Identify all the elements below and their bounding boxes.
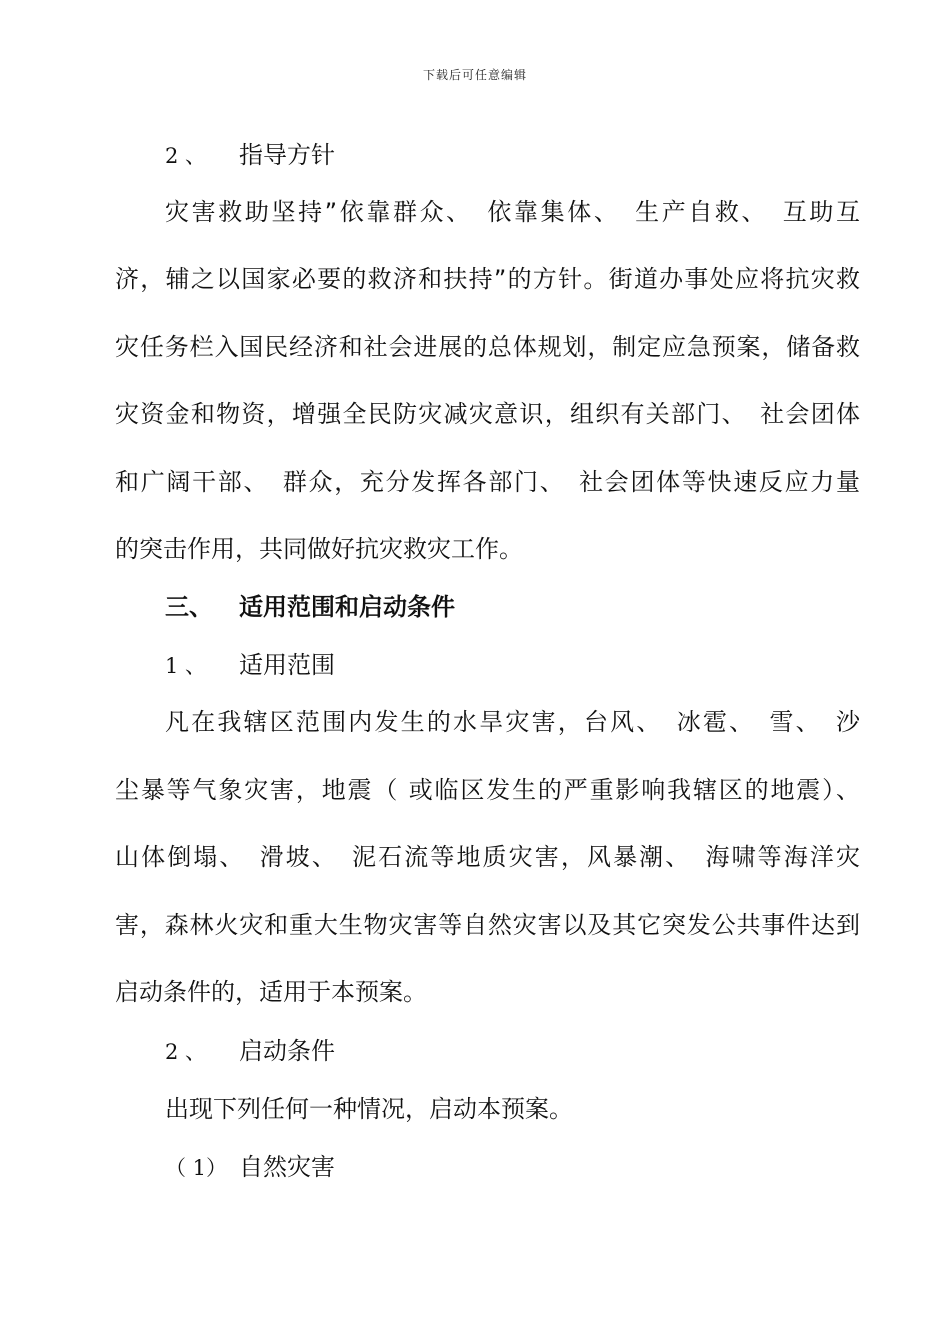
paragraph-line: 出现下列任何一种情况，启动本预案。 [165,1095,573,1123]
subsection-heading [165,1151,860,1184]
heading-number: （ 1） [165,1156,228,1180]
paragraph-line: 灾资金和物资，增强全民防灾减灾意识，组织有关部门、 社会团体 [115,400,860,428]
section-heading [165,649,860,682]
heading-text: 适用范围和启动条件 [239,593,455,621]
paragraph-line: 的突击作用，共同做好抗灾救灾工作。 [115,535,523,563]
section-heading [165,139,860,172]
paragraph-line: 灾任务栏入国民经济和社会进展的总体规划，制定应急预案，储备救 [115,333,860,361]
chapter-heading [165,591,860,623]
heading-number: 2 、 [165,1040,207,1064]
heading-number: 2 、 [165,144,207,168]
heading-text: 指导方针 [239,141,335,169]
heading-text: 自然灾害 [239,1153,335,1181]
paragraph-line: 凡在我辖区范围内发生的水旱灾害，台风、 冰雹、 雪、 沙 [165,708,860,736]
paragraph-line: 害，森林火灾和重大生物灾害等自然灾害以及其它突发公共事件达到 [115,911,860,939]
heading-text: 适用范围 [239,651,335,679]
paragraph-line: 灾害救助坚持”依靠群众、 依靠集体、 生产自救、 互助互 [165,198,860,226]
page-header: 下载后可任意编辑 [422,68,527,82]
heading-number: 1 、 [165,654,207,678]
heading-text: 启动条件 [239,1037,335,1065]
paragraph-line: 启动条件的，适用于本预案。 [115,978,427,1006]
heading-number: 三、 [165,593,213,621]
paragraph-line: 和广阔干部、 群众，充分发挥各部门、 社会团体等快速反应力量 [115,468,860,496]
section-heading [165,1035,860,1068]
paragraph-line: 济，辅之以国家必要的救济和扶持”的方针。街道办事处应将抗灾救 [115,265,860,293]
paragraph-line: 山体倒塌、 滑坡、 泥石流等地质灾害，风暴潮、 海啸等海洋灾 [115,843,860,871]
paragraph-line: 尘暴等气象灾害，地震（ 或临区发生的严重影响我辖区的地震）、 [115,776,860,804]
